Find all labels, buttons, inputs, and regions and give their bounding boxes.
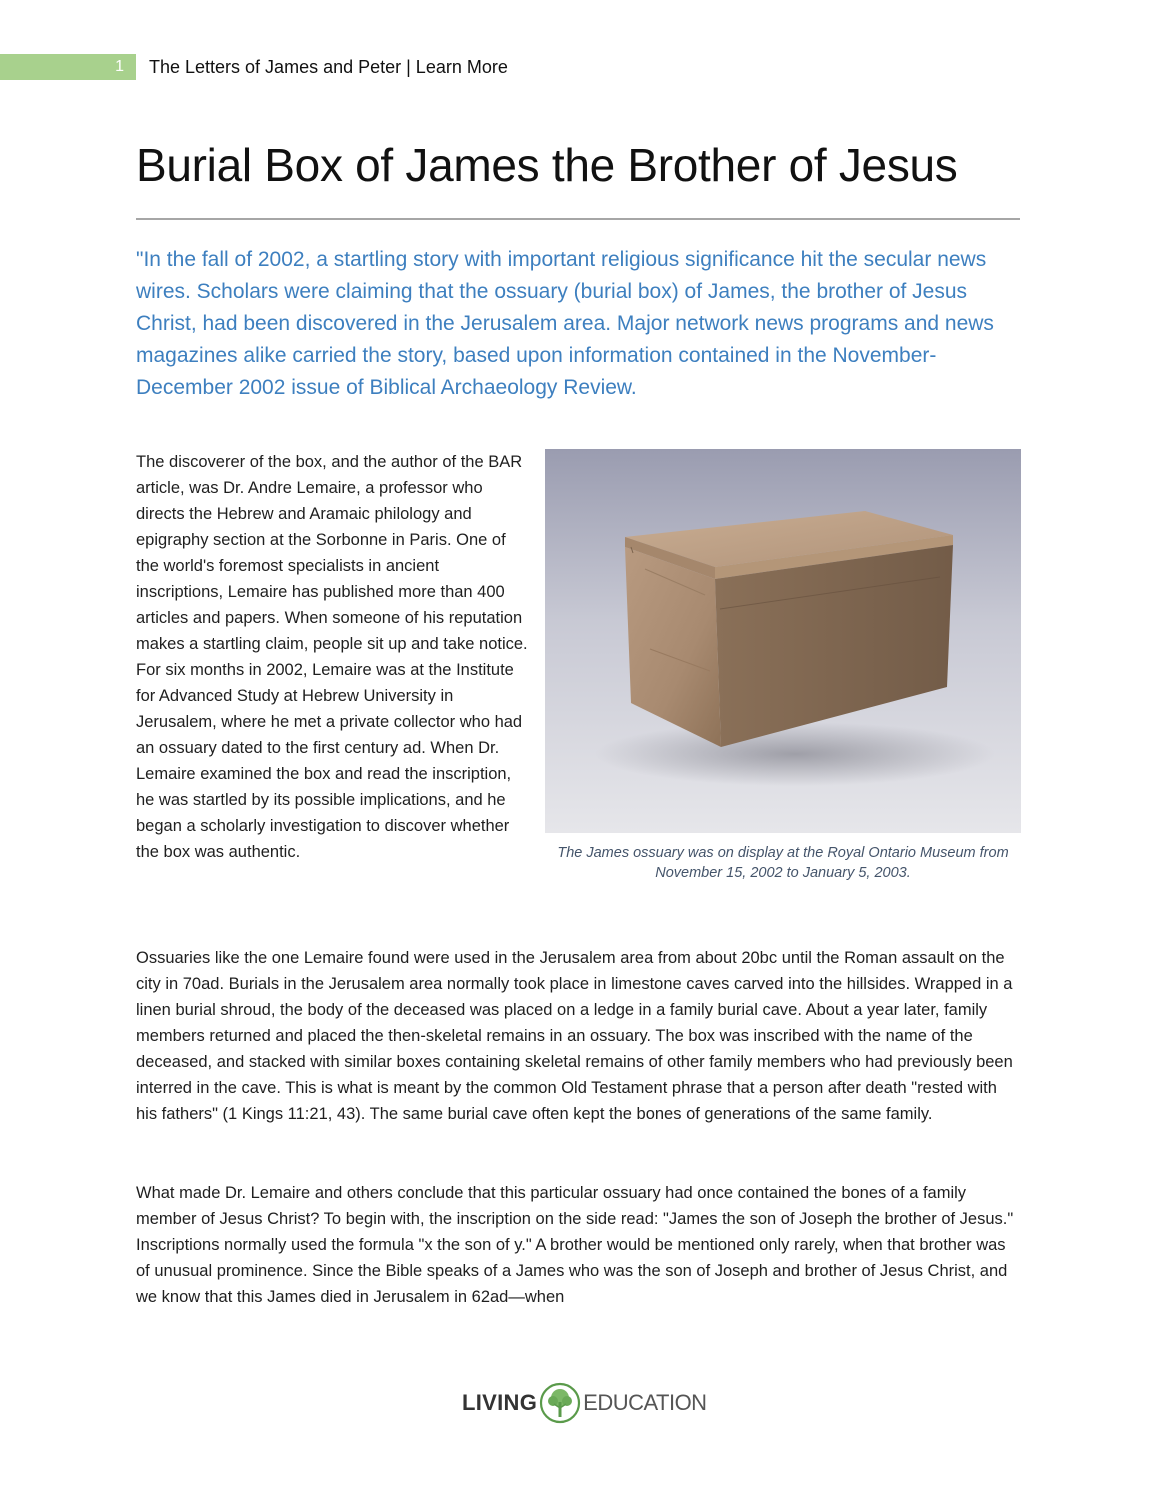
- body-paragraph-ossuaries: Ossuaries like the one Lemaire found were used in the Jerusalem area from about 20bc until the Roman assault on the city in 70ad. Burials in the Jerusalem area normally took place in limestone caves carved into the hillsides. Wrapped in a linen burial shroud, the body of the deceased was placed on a ledge in a family burial cave. About a year later, family members returned and placed the then-skeletal remains in an ossuary. The box was inscribed with the name of the deceased, and stacked with similar boxes containing skeletal remains of other family members who had previously been interred in the cave. This is what is meant by the common Old Testament phrase that a person after death "rested with his fathers" (1 Kings 11:21, 43). The same burial cave often kept the bones of generations of the same family.: [136, 949, 1013, 1123]
- pull-quote: "In the fall of 2002, a startling story with important religious significance hit the secular news wires. Scholars were claiming that the ossuary (burial box) of James, the brother of Jesus Christ, had been discovered in the Jerusalem area. Major network news programs and news magazines alike carried the story, based upon information contained in the November-December 2002 issue of Biblical Archaeology Review.: [136, 248, 994, 399]
- header-title: The Letters of James and Peter | Learn More: [149, 56, 508, 77]
- document-title: Burial Box of James the Brother of Jesus: [136, 139, 958, 191]
- logo-word-education: EDUCATION: [583, 1390, 707, 1415]
- ossuary-figure: [545, 449, 1021, 883]
- page-number: 1: [115, 58, 124, 75]
- tree-icon: [539, 1382, 581, 1424]
- body-paragraph-conclusion: What made Dr. Lemaire and others conclude that this particular ossuary had once contained the bones of a family member of Jesus Christ? To begin with, the inscription on the side read: "James the son of Joseph the brother of Jesus." Inscriptions normally used the formula "x the son of y." A brother would be mentioned only rarely, when that brother was of unusual prominence. Since the Bible speaks of a James who was the son of Joseph and brother of Jesus Christ, and we know that this James died in Jerusalem in 62ad—when: [136, 1184, 1014, 1306]
- page-number-badge: [0, 54, 136, 80]
- figure-caption: The James ossuary was on display at the Royal Ontario Museum from November 15, 2002 to January 5, 2003.: [557, 845, 1009, 881]
- living-education-logo: [462, 1382, 707, 1424]
- title-divider: [136, 218, 1020, 220]
- ossuary-photo: [545, 449, 1021, 833]
- logo-word-living: LIVING: [462, 1390, 538, 1415]
- intro-paragraph: The discoverer of the box, and the author of the BAR article, was Dr. Andre Lemaire, a professor who directs the Hebrew and Aramaic philology and epigraphy section at the Sorbonne in Paris. One of the world's foremost specialists in ancient inscriptions, Lemaire has published more than 400 articles and papers. When someone of his reputation makes a startling claim, people sit up and take notice. For six months in 2002, Lemaire was at the Institute for Advanced Study at Hebrew University in Jerusalem, where he met a private collector who had an ossuary dated to the first century ad. When Dr. Lemaire examined the box and read the inscription, he was startled by its possible implications, and he began a scholarly investigation to discover whether the box was authentic.: [136, 453, 528, 861]
- page-header: [0, 54, 508, 80]
